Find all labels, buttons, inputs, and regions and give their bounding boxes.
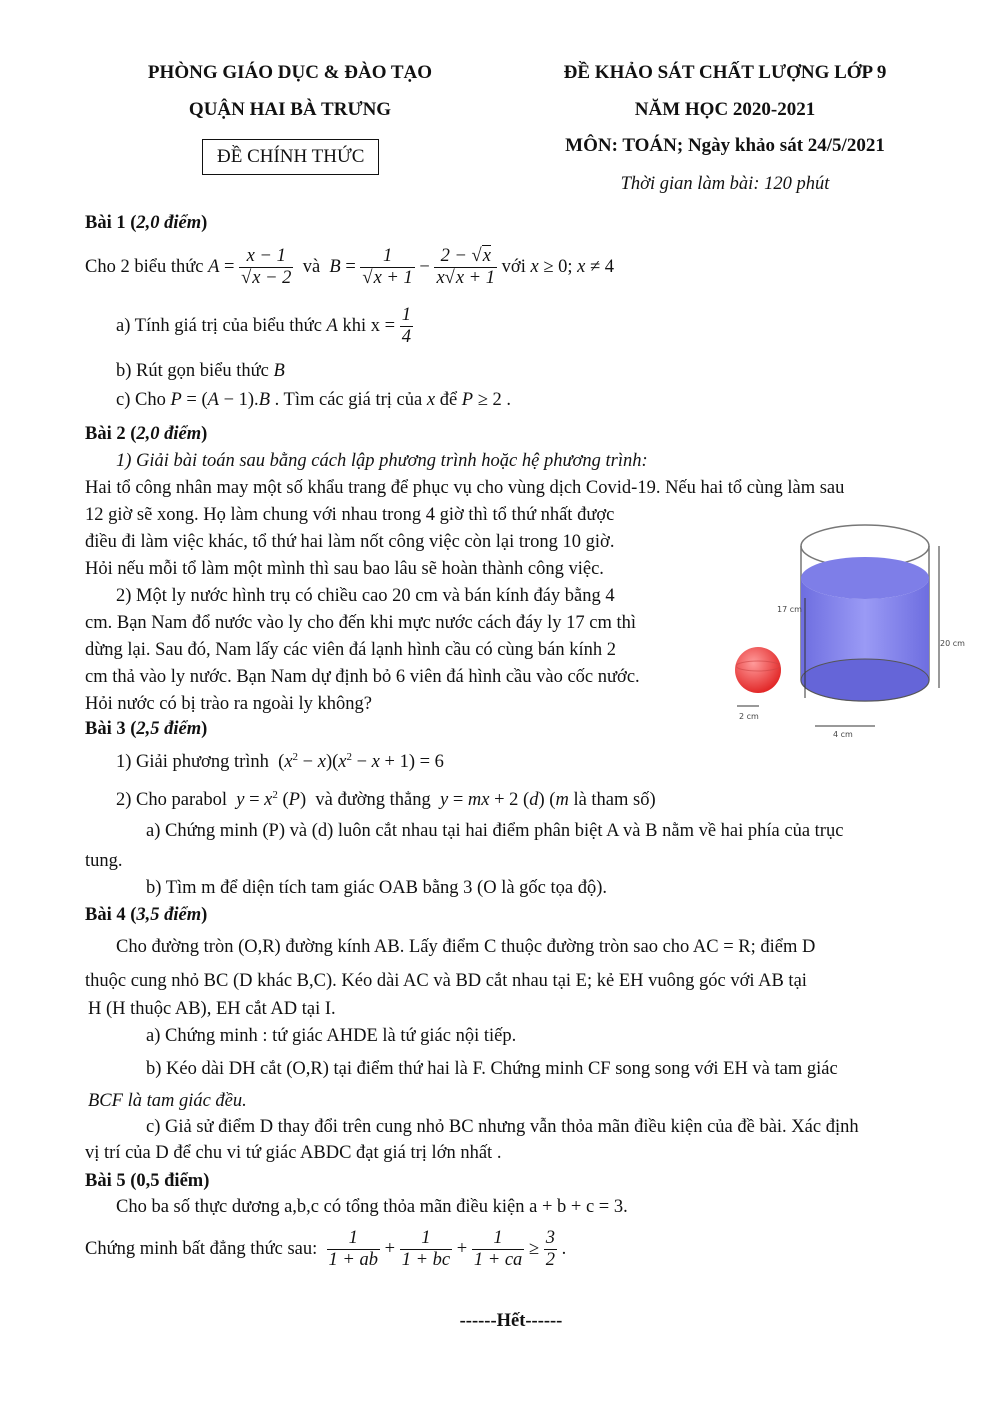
bai3-part2-b: b) Tìm m để diện tích tam giác OAB bằng 3 (O là gốc tọa độ). [146,878,608,898]
end-mark: ------Hết------ [459,1311,563,1331]
bai2-part1-line4: Hỏi nếu mỗi tổ làm một mình thì sau bao lâu sẽ hoàn thành công việc. [85,559,604,579]
bai1-part-c: c) Cho P = (A − 1).B . Tìm các giá trị của x để P ≥ 2 . [116,390,511,410]
bai4-part-b-line2: BCF là tam giác đều. [88,1091,247,1111]
ice-sphere [735,647,781,693]
bai2-heading: Bài 2 (2,0 điểm) [85,424,208,444]
bai2-part2-line3: dừng lại. Sau đó, Nam lấy các viên đá lạnh hình cầu có cùng bán kính 2 [85,640,616,660]
bai2-part2-line1: 2) Một ly nước hình trụ có chiều cao 20 cm và bán kính đáy bằng 4 [116,586,615,606]
bai3-part1: 1) Giải phương trình $(x^2 - x)(x^2 - x + 1) = 6$ [116,751,444,773]
label-2cm: 2 cm [739,712,759,721]
bai4-line2: thuộc cung nhỏ BC (D khác B,C). Kéo dài AC và BD cắt nhau tại E; kẻ EH vuông góc với AB tại [85,971,807,991]
bai5-line1: Cho ba số thực dương a,b,c có tổng thỏa mãn điều kiện a + b + c = 3. [116,1197,628,1217]
bai4-heading: Bài 4 (3,5 điểm) [85,905,208,925]
water-surface [801,557,929,599]
bai1-part-a: a) Tính giá trị của biểu thức A khi x = $\frac{1}{4}$ [116,305,411,348]
bai3-part2-a-line2: tung. [85,851,123,871]
bai5-heading: Bài 5 (0,5 điểm) [85,1171,210,1191]
bai2-part1-line3: điều đi làm việc khác, tổ thứ hai làm nốt công việc còn lại trong 10 giờ. [85,532,615,552]
cylinder-figure [725,518,970,743]
label-17cm: 17 cm [777,605,802,614]
bai4-part-c-line2: vị trí của D để chu vi tứ giác ABDC đạt giá trị lớn nhất . [85,1143,502,1163]
bai2-part2-line4: cm thả vào ly nước. Bạn Nam dự định bỏ 6 viên đá hình cầu vào cốc nước. [85,667,640,687]
label-4cm: 4 cm [833,730,853,739]
department-name: PHÒNG GIÁO DỤC & ĐÀO TẠO [147,62,433,83]
exam-title: ĐỀ KHẢO SÁT CHẤT LƯỢNG LỚP 9 [563,62,887,83]
cylinder-base [801,659,929,701]
bai1-heading: Bài 1 (2,0 điểm) [85,213,208,233]
bai4-part-b-line1: b) Kéo dài DH cắt (O,R) tại điểm thứ hai là F. Chứng minh CF song song với EH và tam giác [146,1059,838,1079]
exam-duration: Thời gian làm bài: 120 phút [620,174,830,194]
bai3-part2: 2) Cho parabol $y = x^2$ (P) và đường thẳng y = mx + 2 (d) (m là tham số) [116,789,656,811]
bai3-heading: Bài 3 (2,5 điểm) [85,719,208,739]
bai2-part1-heading: 1) Giải bài toán sau bằng cách lập phương trình hoặc hệ phương trình: [116,451,648,471]
bai4-part-a: a) Chứng minh : tứ giác AHDE là tứ giác nội tiếp. [146,1026,517,1046]
district-name: QUẬN HAI BÀ TRƯNG [188,99,392,120]
bai2-part2-line2: cm. Bạn Nam đổ nước vào ly cho đến khi mực nước cách đáy ly 17 cm thì [85,613,637,633]
bai4-line3: H (H thuộc AB), EH cắt AD tại I. [88,999,336,1019]
bai3-part2-a-line1: a) Chứng minh (P) và (d) luôn cắt nhau tại hai điểm phân biệt A và B nằm về hai phía của trục [146,821,844,841]
bai4-part-c-line1: c) Giả sử điểm D thay đổi trên cung nhỏ BC nhưng vẫn thỏa mãn điều kiện của đề bài. Xác định [146,1117,859,1137]
subject-date: MÔN: TOÁN; Ngày khảo sát 24/5/2021 [565,135,885,156]
bai2-part1-line2: 12 giờ sẽ xong. Họ làm chung với nhau trong 4 giờ thì tổ thứ nhất được [85,505,615,525]
bai4-line1: Cho đường tròn (O,R) đường kính AB. Lấy điểm C thuộc đường tròn sao cho AC = R; điểm D [116,937,816,957]
label-20cm: 20 cm [940,639,965,648]
school-year: NĂM HỌC 2020-2021 [634,99,816,120]
bai1-given: Cho 2 biểu thức A = $\frac{x - 1}{√x - 2}$ và B = $\frac{1}{√x + 1}$ − $\frac{2 - √x}{x√x + 1}$ với x ≥ 0; x ≠ 4 [85,246,614,289]
bai2-part1-line1: Hai tổ công nhân may một số khẩu trang để phục vụ cho vùng dịch Covid-19. Nếu hai tổ cùng làm sau [85,478,845,498]
bai1-part-b: b) Rút gọn biểu thức B [116,361,285,381]
bai2-part2-line5: Hỏi nước có bị trào ra ngoài ly không? [85,694,372,714]
official-exam-box: ĐỀ CHÍNH THỨC [202,139,379,175]
bai5-inequality: Chứng minh bất đẳng thức sau: $\frac{1}{1 + ab}$ + $\frac{1}{1 + bc}$ + $\frac{1}{1 + ca}$ ≥ $\frac{3}{2}$ . [85,1228,567,1271]
